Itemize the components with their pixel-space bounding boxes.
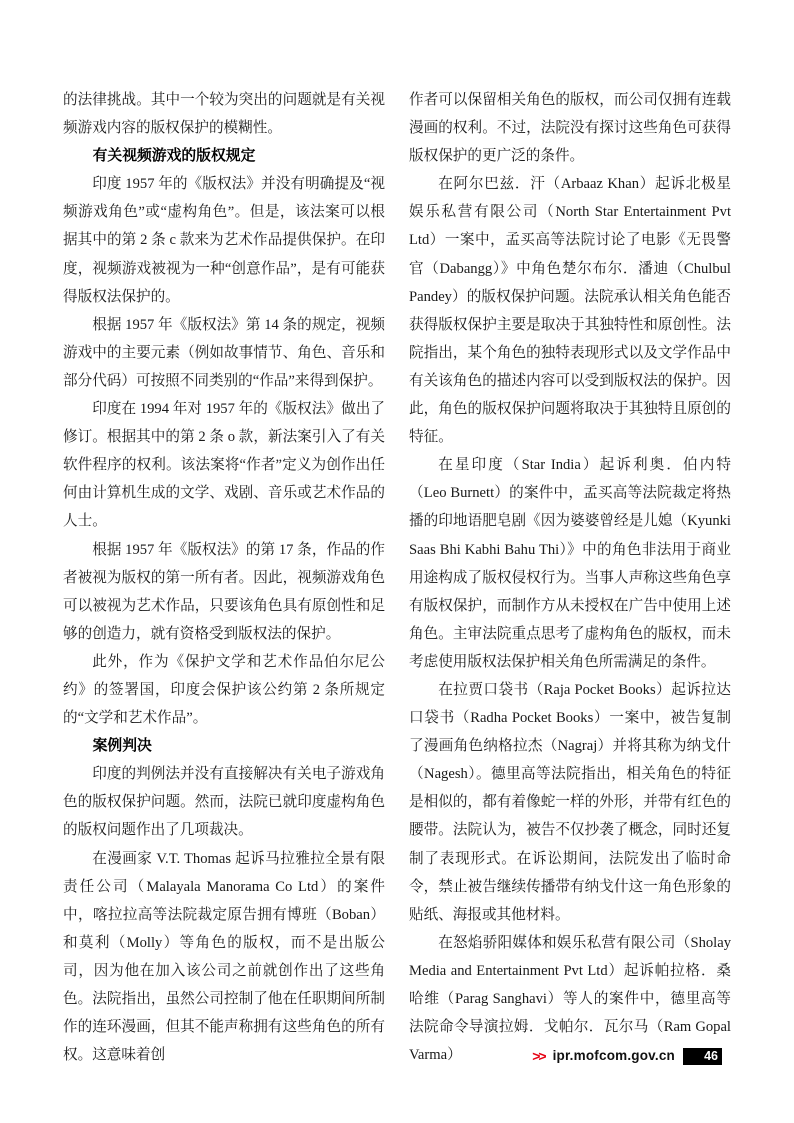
body-paragraph: 作者可以保留相关角色的版权，而公司仅拥有连载漫画的权利。不过，法院没有探讨这些角色可获得版权保护的更广泛的条件。: [409, 92, 731, 165]
body-paragraph: 在阿尔巴兹．汗（Arbaaz Khan）起诉北极星娱乐私营有限公司（North Star Entertainment Pvt Ltd）一案中，孟买高等法院讨论了电影《无畏警官（Dabangg）》中角色楚尔布尔．潘迪（Chulbul Pandey）的版权保护问题。法院承认相关角色能否获得版权保护主要是取决于其独特性和原创性。法院指出，某个角色的独特表现形式以及文学作品中有关该角色的描述内容可以受到版权法的保护。因此，角色的版权保护问题将取决于其独特且原创的特征。: [409, 176, 731, 446]
body-paragraph: 印度的判例法并没有直接解决有关电子游戏角色的版权保护问题。然而，法院已就印度虚构角色的版权问题作出了几项裁决。: [63, 766, 385, 839]
text-columns: [63, 86, 731, 1069]
body-paragraph: 在漫画家 V.T. Thomas 起诉马拉雅拉全景有限责任公司（Malayala Manorama Co Ltd）的案件中，喀拉拉高等法院裁定原告拥有博班（Boban）和莫利（Molly）等角色的版权，而不是出版公司，因为他在加入该公司之前就创作出了这些角色。法院指出，虽然公司控制了他在任职期间所制作的连环漫画，但其不能声称拥有这些角色的所有权。这意味着创: [63, 850, 385, 1064]
section-heading: 有关视频游戏的版权规定: [92, 148, 256, 165]
body-paragraph: 的法律挑战。其中一个较为突出的问题就是有关视频游戏内容的版权保护的模糊性。: [63, 92, 385, 137]
body-paragraph: 印度在 1994 年对 1957 年的《版权法》做出了修订。根据其中的第 2 条 o 款，新法案引入了有关软件程序的权利。该法案将“作者”定义为创作出任何由计算机生成的文学、戏剧、音乐或艺术作品的人士。: [63, 401, 385, 530]
body-paragraph: 在拉贾口袋书（Raja Pocket Books）起诉拉达口袋书（Radha Pocket Books）一案中，被告复制了漫画角色纳格拉杰（Nagraj）并将其称为纳戈什（Nagesh）。德里高等法院指出，相关角色的特征是相似的，都有着像蛇一样的外形，并带有红色的腰带。法院认为，被告不仅抄袭了概念，同时还复制了表现形式。在诉讼期间，法院发出了临时命令，禁止被告继续传播带有纳戈什这一角色形象的贴纸、海报或其他材料。: [409, 681, 731, 923]
page-number-badge: [683, 1048, 722, 1065]
section-heading: 案例判决: [92, 738, 152, 755]
body-paragraph: 此外，作为《保护文学和艺术作品伯尔尼公约》的签署国，印度会保护该公约第 2 条所规定的“文学和艺术作品”。: [63, 653, 385, 727]
body-paragraph: 根据 1957 年《版权法》的第 17 条，作品的作者被视为版权的第一所有者。因此，视频游戏角色可以被视为艺术作品，只要该角色具有原创性和足够的创造力，就有资格受到版权法的保护。: [63, 541, 385, 642]
body-paragraph: 根据 1957 年《版权法》第 14 条的规定，视频游戏中的主要元素（例如故事情节、角色、音乐和部分代码）可按照不同类别的“作品”来得到保护。: [63, 316, 385, 389]
left-column: [63, 86, 385, 1069]
page-number: 46: [704, 1048, 718, 1063]
body-paragraph: 在怒焰骄阳媒体和娱乐私营有限公司（Sholay Media and Entertainment Pvt Ltd）起诉帕拉格．桑哈维（Parag Sanghavi）等人的案件中，德里高等法院命令导演拉姆．戈帕尔．瓦尔马（Ram Gopal Varma）: [409, 934, 731, 1064]
body-paragraph: 印度 1957 年的《版权法》并没有明确提及“视频游戏角色”或“虚构角色”。但是，该法案可以根据其中的第 2 条 c 款来为艺术作品提供保护。在印度，视频游戏被视为一种“创意作品”，是有可能获得版权法保护的。: [63, 176, 385, 305]
footer-site-url: ipr.mofcom.gov.cn: [552, 1048, 675, 1064]
right-column: [409, 86, 731, 1069]
page-footer: [532, 1047, 722, 1065]
body-paragraph: 在星印度（Star India）起诉利奥．伯内特（Leo Burnett）的案件中，孟买高等法院裁定将热播的印地语肥皂剧《因为婆婆曾经是儿媳（Kyunki Saas Bhi Kabhi Bahu Thi）》中的角色非法用于商业用途构成了版权侵权行为。当事人声称这些角色享有版权保护，而制作方从未授权在广告中使用上述角色。主审法院重点思考了虚构角色的版权，而未考虑使用版权法保护相关角色所需满足的条件。: [409, 457, 731, 670]
double-chevron-icon: >>: [532, 1048, 545, 1064]
